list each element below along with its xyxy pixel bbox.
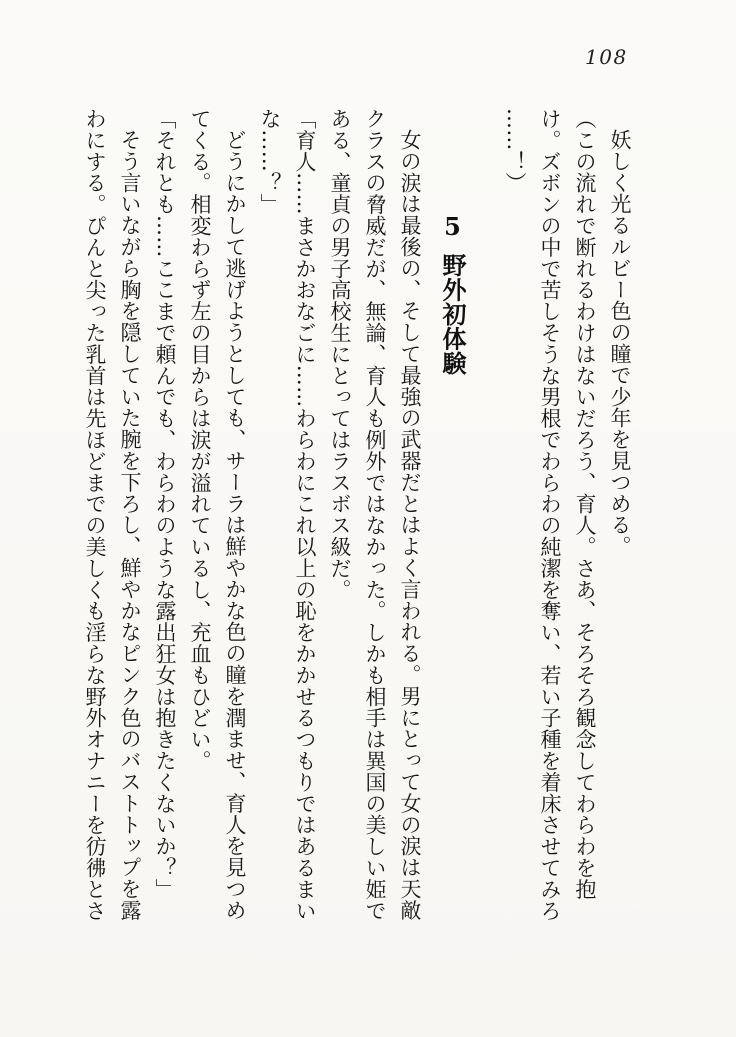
chapter-number: 5 — [438, 212, 467, 242]
chapter-title: 野外初体験 — [438, 252, 467, 375]
text-column: 「育人……まさかおなごに……わらわにこれ以上の恥をかかせるつもりではあるまい — [293, 108, 317, 922]
text-column: そう言いながら胸を隠していた腕を下ろし、鮮やかなピンク色のバストトップを露 — [118, 129, 142, 921]
text-column: な……？」 — [258, 108, 282, 215]
text-column: 女の涙は最後の、そして最強の武器だとはよく言われる。男にとって女の涙は天敵 — [398, 129, 422, 921]
text-column: け。ズボンの中で苦しそうな男根でわらわの純潔を奪い、若い子種を着床させてみろ — [538, 108, 562, 922]
text-column: わにする。ぴんと尖った乳首は先ほどまでの美しくも淫らな野外オナニーを彷彿とさ — [83, 108, 107, 922]
page-number: 108 — [585, 45, 628, 69]
text-column: ……！） — [503, 108, 527, 194]
text-column: 「それとも……ここまで頼んでも、わらわのような露出狂女は抱きたくないか？」 — [153, 108, 177, 900]
text-column: （この流れで断れるわけはないだろう、育人。さあ、そろそろ観念してわらわを抱 — [573, 108, 597, 900]
chapter-heading — [429, 108, 475, 934]
text-block — [77, 108, 637, 934]
text-column: てくる。相変わらず左の目からは涙が溢れているし、充血もひどい。 — [188, 108, 212, 772]
text-column: 妖しく光るルビー色の瞳で少年を見つめる。 — [608, 129, 632, 557]
text-column: クラスの脅威だが、無論、育人も例外ではなかった。しかも相手は異国の美しい姫で — [363, 108, 387, 922]
text-column: どうにかして逃げようとしても、サーラは鮮やかな色の瞳を潤ませ、育人を見つめ — [223, 129, 247, 921]
text-column: ある、童貞の男子高校生にとってはラスボス級だ。 — [328, 108, 352, 601]
